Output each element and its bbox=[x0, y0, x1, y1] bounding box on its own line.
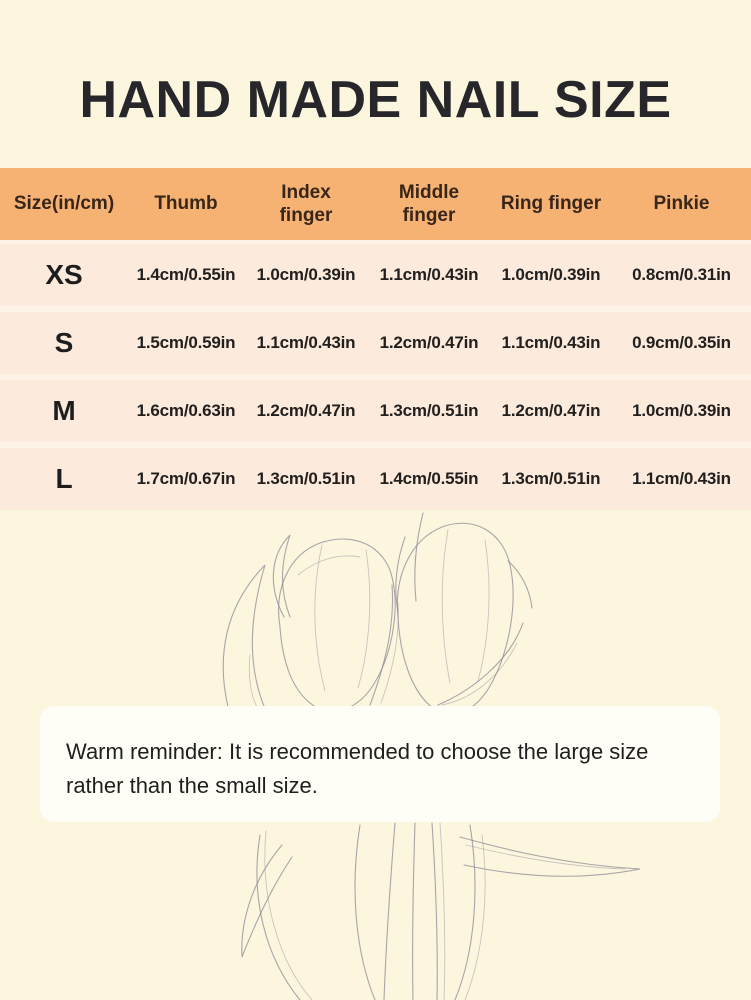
size-table bbox=[0, 168, 751, 510]
ring-finger-value: 1.1cm/0.43in bbox=[501, 333, 601, 352]
thumb-value: 1.5cm/0.59in bbox=[136, 333, 236, 352]
index-finger-value: 1.1cm/0.43in bbox=[256, 333, 356, 352]
pinkie-value: 0.9cm/0.35in bbox=[632, 333, 731, 352]
pinkie-value: 1.1cm/0.43in bbox=[632, 469, 731, 488]
size-label: XS bbox=[45, 259, 83, 290]
ring-finger-value: 1.2cm/0.47in bbox=[501, 401, 601, 420]
column-header-index-finger: Index finger bbox=[279, 181, 333, 226]
pinkie-value: 0.8cm/0.31in bbox=[632, 265, 731, 284]
middle-finger-value: 1.1cm/0.43in bbox=[379, 265, 479, 284]
middle-finger-value: 1.3cm/0.51in bbox=[379, 401, 479, 420]
thumb-value: 1.4cm/0.55in bbox=[136, 265, 236, 284]
index-finger-value: 1.3cm/0.51in bbox=[256, 469, 356, 488]
middle-finger-value: 1.4cm/0.55in bbox=[379, 469, 479, 488]
table-row-s bbox=[0, 312, 751, 374]
column-header-ring-finger: Ring finger bbox=[500, 193, 602, 215]
size-label: S bbox=[54, 327, 74, 358]
table-row-xs bbox=[0, 244, 751, 306]
middle-finger-value: 1.2cm/0.47in bbox=[379, 333, 479, 352]
warm-reminder-box bbox=[40, 706, 720, 822]
ring-finger-value: 1.3cm/0.51in bbox=[501, 469, 601, 488]
thumb-value: 1.7cm/0.67in bbox=[136, 469, 236, 488]
index-finger-value: 1.0cm/0.39in bbox=[256, 265, 356, 284]
table-row-m bbox=[0, 380, 751, 442]
column-header-pinkie: Pinkie bbox=[653, 193, 710, 215]
column-header-middle-finger: Middle finger bbox=[398, 181, 460, 226]
column-header-size: Size(in/cm) bbox=[13, 193, 115, 215]
page-title: HAND MADE NAIL SIZE bbox=[79, 71, 672, 129]
ring-finger-value: 1.0cm/0.39in bbox=[501, 265, 601, 284]
thumb-value: 1.6cm/0.63in bbox=[136, 401, 236, 420]
table-row-l bbox=[0, 448, 751, 510]
size-label: L bbox=[55, 463, 73, 494]
pinkie-value: 1.0cm/0.39in bbox=[632, 401, 731, 420]
warm-reminder-text: Warm reminder: It is recommended to choose the large size rather than the small size. bbox=[66, 739, 649, 798]
column-header-thumb: Thumb bbox=[154, 193, 218, 215]
size-table-header-row bbox=[0, 168, 751, 240]
index-finger-value: 1.2cm/0.47in bbox=[256, 401, 356, 420]
size-label: M bbox=[52, 395, 76, 426]
